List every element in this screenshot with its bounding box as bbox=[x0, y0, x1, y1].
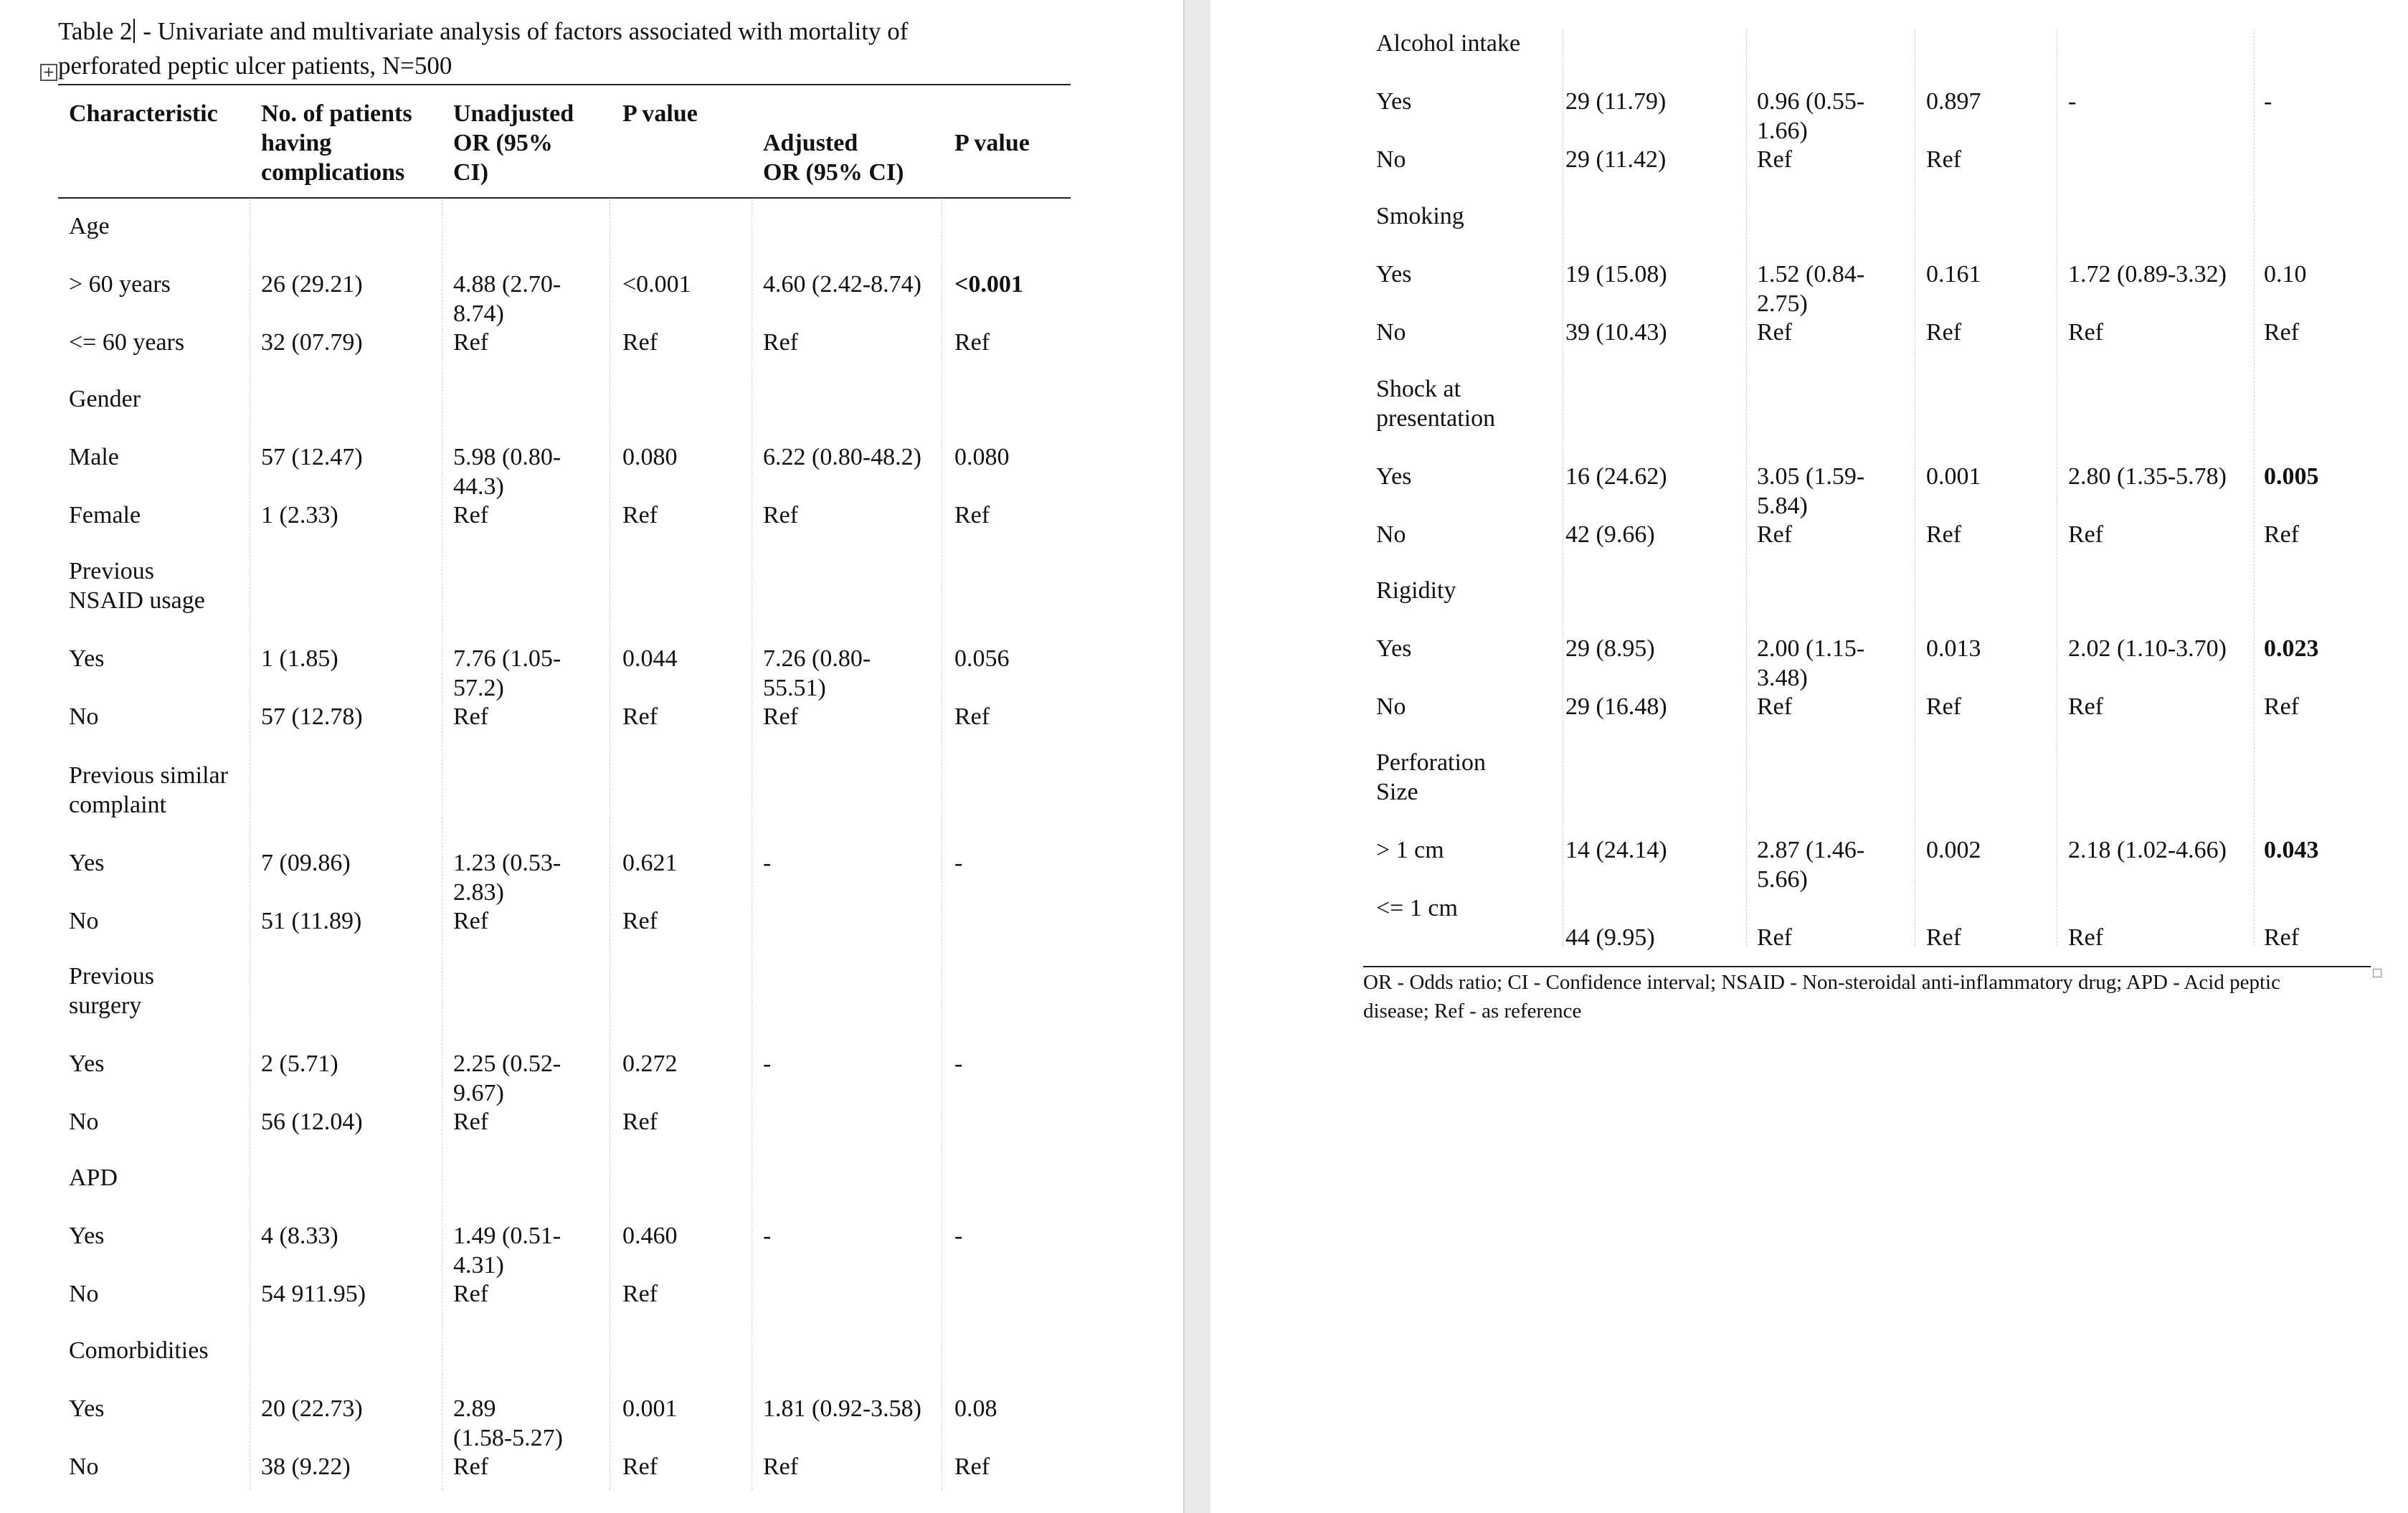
surgery-row-1-p-value: Ref bbox=[622, 1109, 658, 1135]
rigidity-row-1-unadjusted-or: Ref bbox=[1757, 693, 1793, 720]
age-row-0-unadjusted-or: 4.88 (2.70- bbox=[453, 271, 561, 298]
apd-row-0-adjusted-p-value: - bbox=[954, 1223, 963, 1249]
table-caption-line1[interactable] bbox=[58, 14, 908, 48]
group-label-rigidity: Rigidity bbox=[1376, 577, 1456, 604]
table-bottom-rule bbox=[1363, 966, 2371, 967]
perf-row-0-patients: 14 (24.14) bbox=[1565, 837, 1667, 863]
shock-row-1-p-value: Ref bbox=[1926, 521, 1962, 548]
header-unadjusted-2: OR (95% bbox=[453, 130, 553, 156]
surgery-row-0-unadjusted-or: 9.67) bbox=[453, 1080, 504, 1106]
nsaid-row-0-unadjusted-or: 7.76 (1.05- bbox=[453, 645, 561, 672]
surgery-row-1-unadjusted-or: Ref bbox=[453, 1109, 489, 1135]
shock-row-0-adjusted-p-value: 0.005 bbox=[2264, 463, 2319, 490]
column-gridline bbox=[1746, 29, 1747, 947]
gender-row-1-adjusted-or: Ref bbox=[763, 502, 799, 528]
rigidity-row-0-adjusted-or: 2.02 (1.10-3.70) bbox=[2068, 635, 2227, 662]
gender-row-1-unadjusted-or: Ref bbox=[453, 502, 489, 528]
footnote-line1: OR - Odds ratio; CI - Confidence interval; NSAID - Non-steroidal anti-inflammatory drug; APD - Acid peptic bbox=[1363, 971, 2280, 994]
header-unadjusted-1: Unadjusted bbox=[453, 100, 574, 127]
surgery-row-0-label: Yes bbox=[69, 1050, 105, 1077]
nsaid-row-1-unadjusted-or: Ref bbox=[453, 703, 489, 730]
header-bottom-rule bbox=[58, 197, 1071, 199]
comorb-row-1-patients: 38 (9.22) bbox=[261, 1453, 351, 1480]
comorb-row-0-adjusted-p-value: 0.08 bbox=[954, 1395, 997, 1422]
perf-row-0-label: > 1 cm bbox=[1376, 837, 1444, 863]
apd-row-0-unadjusted-or: 4.31) bbox=[453, 1252, 504, 1279]
smoking-row-1-p-value: Ref bbox=[1926, 319, 1962, 346]
perf-row-1-adjusted-or: Ref bbox=[2068, 924, 2104, 951]
smoking-row-0-patients: 19 (15.08) bbox=[1565, 261, 1667, 288]
group-label-apd: APD bbox=[69, 1165, 118, 1191]
shock-row-0-adjusted-or: 2.80 (1.35-5.78) bbox=[2068, 463, 2227, 490]
complaint-row-1-patients: 51 (11.89) bbox=[261, 908, 362, 934]
group-label-age: Age bbox=[69, 213, 110, 239]
column-gridline bbox=[2254, 29, 2255, 947]
age-row-0-label: > 60 years bbox=[69, 271, 171, 298]
group-label-perf: Size bbox=[1376, 779, 1418, 805]
comorb-row-1-adjusted-p-value: Ref bbox=[954, 1453, 990, 1480]
alcohol-row-1-patients: 29 (11.42) bbox=[1565, 146, 1667, 173]
gender-row-0-unadjusted-or: 5.98 (0.80- bbox=[453, 444, 561, 470]
caption-text-start: Table 2 bbox=[58, 17, 133, 45]
header-p-value-adjusted: P value bbox=[954, 130, 1030, 156]
rigidity-row-0-label: Yes bbox=[1376, 635, 1412, 662]
shock-row-1-adjusted-p-value: Ref bbox=[2264, 521, 2300, 548]
header-p-value: P value bbox=[622, 100, 698, 127]
surgery-row-0-p-value: 0.272 bbox=[622, 1050, 678, 1077]
age-row-0-p-value: <0.001 bbox=[622, 271, 691, 298]
gender-row-0-patients: 57 (12.47) bbox=[261, 444, 363, 470]
group-label-comorb: Comorbidities bbox=[69, 1337, 209, 1364]
age-row-0-patients: 26 (29.21) bbox=[261, 271, 363, 298]
shock-row-1-patients: 42 (9.66) bbox=[1565, 521, 1655, 548]
perf-row-1-unadjusted-or: Ref bbox=[1757, 924, 1793, 951]
gender-row-1-patients: 1 (2.33) bbox=[261, 502, 338, 528]
group-label-shock: Shock at bbox=[1376, 376, 1461, 402]
comorb-row-0-unadjusted-or: 2.89 bbox=[453, 1395, 496, 1422]
complaint-row-1-p-value: Ref bbox=[622, 908, 658, 934]
complaint-row-0-p-value: 0.621 bbox=[622, 850, 678, 876]
shock-row-1-adjusted-or: Ref bbox=[2068, 521, 2104, 548]
perf-row-1-p-value: Ref bbox=[1926, 924, 1962, 951]
nsaid-row-1-adjusted-or: Ref bbox=[763, 703, 799, 730]
age-row-1-patients: 32 (07.79) bbox=[261, 329, 363, 356]
apd-row-1-unadjusted-or: Ref bbox=[453, 1281, 489, 1307]
group-label-shock: presentation bbox=[1376, 405, 1496, 432]
age-row-0-unadjusted-or: 8.74) bbox=[453, 300, 504, 327]
surgery-row-0-adjusted-or: - bbox=[763, 1050, 772, 1077]
nsaid-row-0-p-value: 0.044 bbox=[622, 645, 678, 672]
apd-row-1-patients: 54 911.95) bbox=[261, 1281, 366, 1307]
header-adjusted-2: OR (95% CI) bbox=[763, 159, 904, 186]
comorb-row-1-adjusted-or: Ref bbox=[763, 1453, 799, 1480]
apd-row-0-p-value: 0.460 bbox=[622, 1223, 678, 1249]
group-label-complaint: Previous similar bbox=[69, 762, 228, 789]
shock-row-0-unadjusted-or: 5.84) bbox=[1757, 493, 1808, 519]
header-patients-2: having bbox=[261, 130, 332, 156]
table-caption-line2[interactable]: perforated peptic ulcer patients, N=500 bbox=[58, 52, 452, 80]
smoking-row-1-patients: 39 (10.43) bbox=[1565, 319, 1667, 346]
complaint-row-0-unadjusted-or: 1.23 (0.53- bbox=[453, 850, 561, 876]
complaint-row-0-adjusted-p-value: - bbox=[954, 850, 963, 876]
smoking-row-0-adjusted-or: 1.72 (0.89-3.32) bbox=[2068, 261, 2227, 288]
document-page-right bbox=[1210, 0, 2408, 1513]
apd-row-1-p-value: Ref bbox=[622, 1281, 658, 1307]
perf-row-0-adjusted-p-value: 0.043 bbox=[2264, 837, 2319, 863]
header-adjusted-1: Adjusted bbox=[763, 130, 858, 156]
gender-row-0-unadjusted-or: 44.3) bbox=[453, 473, 504, 500]
shock-row-0-p-value: 0.001 bbox=[1926, 463, 1981, 490]
smoking-row-0-adjusted-p-value: 0.10 bbox=[2264, 261, 2307, 288]
smoking-row-0-p-value: 0.161 bbox=[1926, 261, 1981, 288]
apd-row-0-adjusted-or: - bbox=[763, 1223, 772, 1249]
group-label-surgery: Previous bbox=[69, 963, 154, 990]
perf-row-0-p-value: 0.002 bbox=[1926, 837, 1981, 863]
age-row-0-adjusted-or: 4.60 (2.42-8.74) bbox=[763, 271, 921, 298]
perf-row-0-adjusted-or: 2.18 (1.02-4.66) bbox=[2068, 837, 2227, 863]
complaint-row-1-unadjusted-or: Ref bbox=[453, 908, 489, 934]
perf-row-1-adjusted-p-value: Ref bbox=[2264, 924, 2300, 951]
nsaid-row-1-adjusted-p-value: Ref bbox=[954, 703, 990, 730]
comorb-row-0-adjusted-or: 1.81 (0.92-3.58) bbox=[763, 1395, 921, 1422]
rigidity-row-1-p-value: Ref bbox=[1926, 693, 1962, 720]
comorb-row-1-label: No bbox=[69, 1453, 99, 1480]
gender-row-1-p-value: Ref bbox=[622, 502, 658, 528]
gender-row-0-adjusted-or: 6.22 (0.80-48.2) bbox=[763, 444, 921, 470]
alcohol-row-1-p-value: Ref bbox=[1926, 146, 1962, 173]
shock-row-1-unadjusted-or: Ref bbox=[1757, 521, 1793, 548]
footnote-line2: disease; Ref - as reference bbox=[1363, 1000, 1582, 1023]
shock-row-0-unadjusted-or: 3.05 (1.59- bbox=[1757, 463, 1865, 490]
smoking-row-1-label: No bbox=[1376, 319, 1406, 346]
rigidity-row-1-adjusted-p-value: Ref bbox=[2264, 693, 2300, 720]
table-top-rule bbox=[58, 84, 1071, 85]
smoking-row-0-label: Yes bbox=[1376, 261, 1412, 288]
nsaid-row-1-label: No bbox=[69, 703, 99, 730]
rigidity-row-0-unadjusted-or: 3.48) bbox=[1757, 665, 1808, 691]
apd-row-1-label: No bbox=[69, 1281, 99, 1307]
nsaid-row-0-adjusted-or: 7.26 (0.80- bbox=[763, 645, 871, 672]
comorb-row-0-patients: 20 (22.73) bbox=[261, 1395, 363, 1422]
age-row-1-label: <= 60 years bbox=[69, 329, 185, 356]
table-move-handle-icon[interactable]: + bbox=[40, 64, 57, 81]
perf-row-1-label: <= 1 cm bbox=[1376, 895, 1458, 921]
complaint-row-0-adjusted-or: - bbox=[763, 850, 772, 876]
group-label-smoking: Smoking bbox=[1376, 203, 1464, 229]
nsaid-row-0-adjusted-p-value: 0.056 bbox=[954, 645, 1010, 672]
shock-row-1-label: No bbox=[1376, 521, 1406, 548]
alcohol-row-0-p-value: 0.897 bbox=[1926, 88, 1981, 115]
comorb-row-1-unadjusted-or: Ref bbox=[453, 1453, 489, 1480]
apd-row-0-label: Yes bbox=[69, 1223, 105, 1249]
smoking-row-1-adjusted-or: Ref bbox=[2068, 319, 2104, 346]
nsaid-row-0-label: Yes bbox=[69, 645, 105, 672]
group-label-gender: Gender bbox=[69, 386, 141, 412]
alcohol-row-1-label: No bbox=[1376, 146, 1406, 173]
complaint-row-0-unadjusted-or: 2.83) bbox=[453, 879, 504, 906]
smoking-row-1-adjusted-p-value: Ref bbox=[2264, 319, 2300, 346]
apd-row-0-patients: 4 (8.33) bbox=[261, 1223, 338, 1249]
complaint-row-1-label: No bbox=[69, 908, 99, 934]
alcohol-row-0-adjusted-or: - bbox=[2068, 88, 2077, 115]
header-patients-3: complications bbox=[261, 159, 405, 186]
alcohol-row-0-label: Yes bbox=[1376, 88, 1412, 115]
header-characteristic: Characteristic bbox=[69, 100, 218, 127]
smoking-row-1-unadjusted-or: Ref bbox=[1757, 319, 1793, 346]
header-patients-1: No. of patients bbox=[261, 100, 412, 127]
comorb-row-0-p-value: 0.001 bbox=[622, 1395, 678, 1422]
alcohol-row-0-unadjusted-or: 1.66) bbox=[1757, 118, 1808, 144]
smoking-row-0-unadjusted-or: 1.52 (0.84- bbox=[1757, 261, 1865, 288]
rigidity-row-0-p-value: 0.013 bbox=[1926, 635, 1981, 662]
complaint-row-0-patients: 7 (09.86) bbox=[261, 850, 351, 876]
nsaid-row-1-p-value: Ref bbox=[622, 703, 658, 730]
header-unadjusted-3: CI) bbox=[453, 159, 489, 186]
complaint-row-0-label: Yes bbox=[69, 850, 105, 876]
comorb-row-0-unadjusted-or: (1.58-5.27) bbox=[453, 1425, 563, 1451]
age-row-1-p-value: Ref bbox=[622, 329, 658, 356]
age-row-0-adjusted-p-value: <0.001 bbox=[954, 271, 1023, 298]
alcohol-row-0-patients: 29 (11.79) bbox=[1565, 88, 1667, 115]
rigidity-row-1-adjusted-or: Ref bbox=[2068, 693, 2104, 720]
age-row-1-adjusted-or: Ref bbox=[763, 329, 799, 356]
surgery-row-0-patients: 2 (5.71) bbox=[261, 1050, 338, 1077]
group-label-alcohol: Alcohol intake bbox=[1376, 30, 1521, 57]
rigidity-row-1-patients: 29 (16.48) bbox=[1565, 693, 1667, 720]
group-label-nsaid: NSAID usage bbox=[69, 587, 205, 614]
group-label-complaint: complaint bbox=[69, 792, 166, 818]
rigidity-row-0-unadjusted-or: 2.00 (1.15- bbox=[1757, 635, 1865, 662]
gender-row-0-p-value: 0.080 bbox=[622, 444, 678, 470]
alcohol-row-1-unadjusted-or: Ref bbox=[1757, 146, 1793, 173]
document-page-left bbox=[0, 0, 1183, 1513]
age-row-1-adjusted-p-value: Ref bbox=[954, 329, 990, 356]
rigidity-row-0-patients: 29 (8.95) bbox=[1565, 635, 1655, 662]
group-label-surgery: surgery bbox=[69, 992, 142, 1019]
nsaid-row-0-unadjusted-or: 57.2) bbox=[453, 675, 504, 701]
rigidity-row-1-label: No bbox=[1376, 693, 1406, 720]
alcohol-row-0-adjusted-p-value: - bbox=[2264, 88, 2272, 115]
gender-row-1-label: Female bbox=[69, 502, 141, 528]
nsaid-row-0-adjusted-or: 55.51) bbox=[763, 675, 826, 701]
age-row-1-unadjusted-or: Ref bbox=[453, 329, 489, 356]
surgery-row-1-patients: 56 (12.04) bbox=[261, 1109, 363, 1135]
nsaid-row-0-patients: 1 (1.85) bbox=[261, 645, 338, 672]
gender-row-0-label: Male bbox=[69, 444, 119, 470]
smoking-row-0-unadjusted-or: 2.75) bbox=[1757, 290, 1808, 317]
surgery-row-1-label: No bbox=[69, 1109, 99, 1135]
table-resize-handle-icon[interactable] bbox=[2373, 969, 2381, 977]
perf-row-0-unadjusted-or: 2.87 (1.46- bbox=[1757, 837, 1865, 863]
text-cursor bbox=[133, 19, 135, 43]
apd-row-0-unadjusted-or: 1.49 (0.51- bbox=[453, 1223, 561, 1249]
nsaid-row-1-patients: 57 (12.78) bbox=[261, 703, 363, 730]
shock-row-0-label: Yes bbox=[1376, 463, 1412, 490]
surgery-row-0-unadjusted-or: 2.25 (0.52- bbox=[453, 1050, 561, 1077]
rigidity-row-0-adjusted-p-value: 0.023 bbox=[2264, 635, 2319, 662]
surgery-row-0-adjusted-p-value: - bbox=[954, 1050, 963, 1077]
caption-text-end: - Univariate and multivariate analysis of factors associated with mortality of bbox=[136, 17, 909, 45]
comorb-row-1-p-value: Ref bbox=[622, 1453, 658, 1480]
shock-row-0-patients: 16 (24.62) bbox=[1565, 463, 1667, 490]
gender-row-1-adjusted-p-value: Ref bbox=[954, 502, 990, 528]
comorb-row-0-label: Yes bbox=[69, 1395, 105, 1422]
group-label-nsaid: Previous bbox=[69, 558, 154, 584]
alcohol-row-0-unadjusted-or: 0.96 (0.55- bbox=[1757, 88, 1865, 115]
perf-row-1-patients: 44 (9.95) bbox=[1565, 924, 1655, 951]
gender-row-0-adjusted-p-value: 0.080 bbox=[954, 444, 1010, 470]
group-label-perf: Perforation bbox=[1376, 749, 1486, 776]
perf-row-0-unadjusted-or: 5.66) bbox=[1757, 866, 1808, 893]
page-gutter bbox=[1183, 0, 1213, 1513]
